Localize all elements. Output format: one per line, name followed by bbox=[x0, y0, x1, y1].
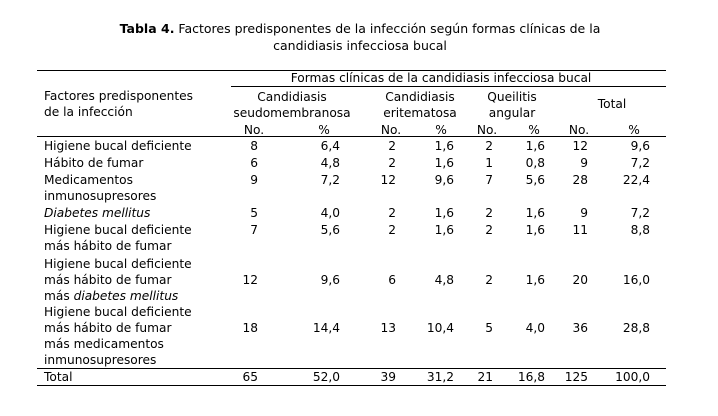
table-cell: 2 bbox=[388, 206, 396, 220]
total-cell: 31,2 bbox=[426, 370, 454, 384]
table-cell: 9,6 bbox=[320, 273, 340, 287]
row-label: Higiene bucal deficiente bbox=[44, 257, 192, 271]
row-label: más hábito de fumar bbox=[44, 273, 172, 287]
table-bottom-rule bbox=[37, 385, 666, 386]
row-label: Hábito de fumar bbox=[44, 156, 144, 170]
table-cell: 5,6 bbox=[320, 223, 340, 237]
header-col4: Total bbox=[597, 97, 627, 111]
row-label: más medicamentos bbox=[44, 337, 164, 351]
table-cell: 2 bbox=[485, 206, 493, 220]
header-col1-line1: Candidiasis bbox=[257, 90, 327, 104]
table-cell: 1,6 bbox=[525, 206, 545, 220]
table-cell: 28,8 bbox=[622, 321, 650, 335]
row-label: Medicamentos bbox=[44, 173, 133, 187]
row-label: Higiene bucal deficiente bbox=[44, 305, 192, 319]
total-cell: 100,0 bbox=[615, 370, 650, 384]
header-factor-line2: de la infección bbox=[44, 105, 133, 119]
row-label: Diabetes mellitus bbox=[44, 206, 151, 220]
table-cell: 4,8 bbox=[434, 273, 454, 287]
row-label: inmunosupresores bbox=[44, 189, 157, 203]
table-cell: 1,6 bbox=[434, 156, 454, 170]
table-cell: 5 bbox=[250, 206, 258, 220]
table-cell: 1,6 bbox=[525, 273, 545, 287]
table-cell: 0,8 bbox=[525, 156, 545, 170]
table-cell: 2 bbox=[388, 156, 396, 170]
table-cell: 2 bbox=[485, 139, 493, 153]
table-cell: 7 bbox=[485, 173, 493, 187]
table-cell: 6 bbox=[388, 273, 396, 287]
table-cell: 12 bbox=[242, 273, 258, 287]
table-cell: 10,4 bbox=[426, 321, 454, 335]
table-cell: 8 bbox=[250, 139, 258, 153]
table-cell: 1,6 bbox=[434, 206, 454, 220]
table-cell: 1,6 bbox=[434, 223, 454, 237]
table-cell: 22,4 bbox=[622, 173, 650, 187]
table-cell: 4,0 bbox=[320, 206, 340, 220]
table-cell: 1 bbox=[485, 156, 493, 170]
header-pct-col2: % bbox=[435, 123, 447, 137]
row-label: más hábito de fumar bbox=[44, 321, 172, 335]
total-cell: 39 bbox=[380, 370, 396, 384]
table-cell: 9 bbox=[250, 173, 258, 187]
table-cell: 4,0 bbox=[525, 321, 545, 335]
total-cell: 16,8 bbox=[517, 370, 545, 384]
table-cell: 2 bbox=[388, 139, 396, 153]
table-cell: 7,2 bbox=[320, 173, 340, 187]
table-cell: 7 bbox=[250, 223, 258, 237]
table-cell: 16,0 bbox=[622, 273, 650, 287]
table-cell: 8,8 bbox=[630, 223, 650, 237]
table-cell: 5 bbox=[485, 321, 493, 335]
table-cell: 12 bbox=[380, 173, 396, 187]
table-cell: 1,6 bbox=[525, 139, 545, 153]
total-cell: 21 bbox=[477, 370, 493, 384]
table-cell: 2 bbox=[388, 223, 396, 237]
row-label: Higiene bucal deficiente bbox=[44, 139, 192, 153]
row-label: más diabetes mellitus bbox=[44, 289, 179, 303]
caption-label: Tabla 4. bbox=[119, 21, 175, 36]
table-cell: 12 bbox=[572, 139, 588, 153]
table-cell: 2 bbox=[485, 223, 493, 237]
table-cell: 2 bbox=[485, 273, 493, 287]
header-no-col2: No. bbox=[380, 123, 402, 137]
table-cell: 18 bbox=[242, 321, 258, 335]
header-factor-line1: Factores predisponentes bbox=[44, 89, 193, 103]
header-no-col4: No. bbox=[568, 123, 590, 137]
table-cell: 14,4 bbox=[312, 321, 340, 335]
table-cell: 4,8 bbox=[320, 156, 340, 170]
total-cell: 52,0 bbox=[312, 370, 340, 384]
table-caption bbox=[60, 20, 660, 54]
table-cell: 11 bbox=[572, 223, 588, 237]
group-header-rule bbox=[231, 86, 666, 87]
header-no-col3: No. bbox=[476, 123, 498, 137]
table-cell: 1,6 bbox=[525, 223, 545, 237]
table-cell: 36 bbox=[572, 321, 588, 335]
table-cell: 7,2 bbox=[630, 206, 650, 220]
header-pct-col1: % bbox=[318, 123, 330, 137]
header-col3-line2: angular bbox=[488, 106, 536, 120]
header-group-title: Formas clínicas de la candidiasis infecciosa bucal bbox=[290, 71, 592, 85]
caption-text-line2: candidiasis infecciosa bucal bbox=[273, 38, 447, 53]
header-pct-col3: % bbox=[528, 123, 540, 137]
row-label: Higiene bucal deficiente bbox=[44, 223, 192, 237]
table-cell: 28 bbox=[572, 173, 588, 187]
total-cell: 65 bbox=[242, 370, 258, 384]
table-cell: 7,2 bbox=[630, 156, 650, 170]
row-label: inmunosupresores bbox=[44, 353, 157, 367]
header-pct-col4: % bbox=[628, 123, 640, 137]
caption-text-line1: Factores predisponentes de la infección según formas clínicas de la bbox=[174, 21, 601, 36]
table-cell: 9 bbox=[580, 206, 588, 220]
table-cell: 13 bbox=[380, 321, 396, 335]
header-col3-line1: Queilitis bbox=[487, 90, 537, 104]
table-cell: 6 bbox=[250, 156, 258, 170]
table-cell: 20 bbox=[572, 273, 588, 287]
header-col1-line2: seudomembranosa bbox=[233, 106, 351, 120]
total-row-label: Total bbox=[44, 370, 73, 384]
header-no-col1: No. bbox=[243, 123, 265, 137]
table-cell: 9,6 bbox=[434, 173, 454, 187]
table-cell: 9 bbox=[580, 156, 588, 170]
table-cell: 5,6 bbox=[525, 173, 545, 187]
table-cell: 6,4 bbox=[320, 139, 340, 153]
header-col2-line1: Candidiasis bbox=[385, 90, 455, 104]
table-cell: 9,6 bbox=[630, 139, 650, 153]
row-label: más hábito de fumar bbox=[44, 239, 172, 253]
header-col2-line2: eritematosa bbox=[383, 106, 457, 120]
total-cell: 125 bbox=[564, 370, 588, 384]
table-cell: 1,6 bbox=[434, 139, 454, 153]
